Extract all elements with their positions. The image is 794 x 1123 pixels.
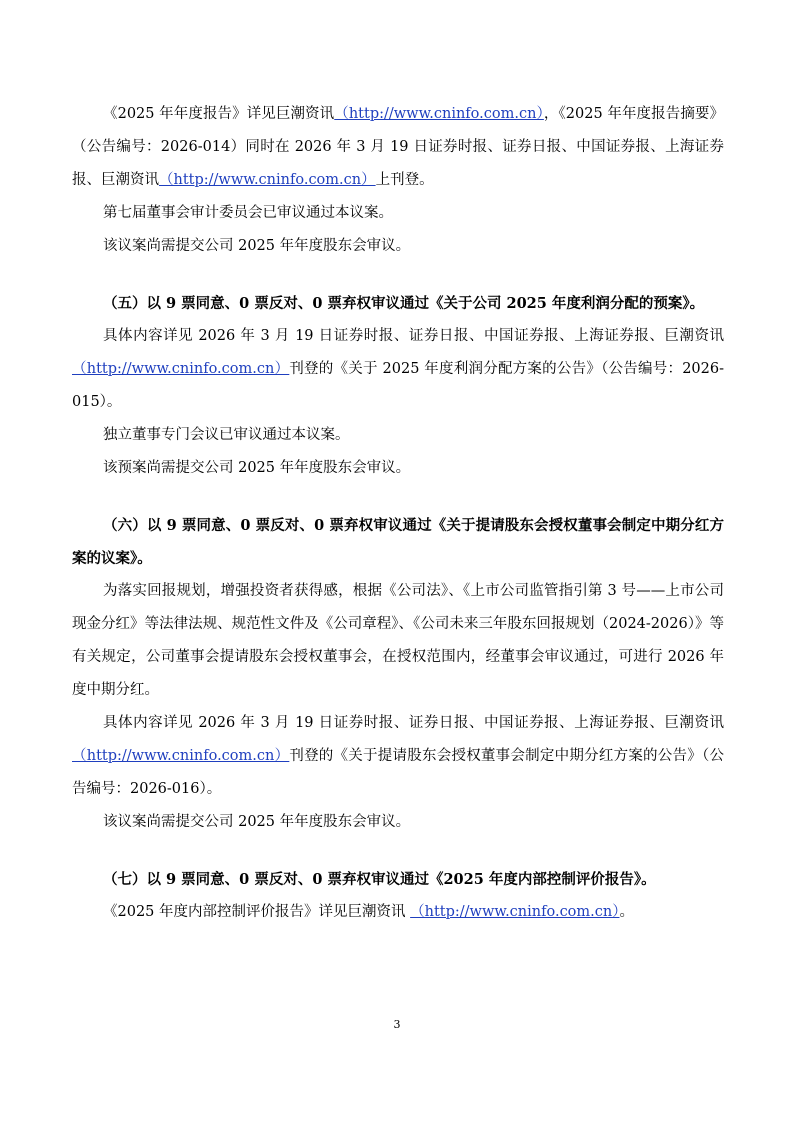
text: ，《2025 年年度报告摘要》（公告编号：2026-014）同时在 2026 年 3 月 19 日证券时报、证券日报、中国证券报、上海证券报、巨潮资讯: [72, 106, 724, 188]
shareholder-approval-paragraph: 该议案尚需提交公司 2025 年年度股东会审议。: [103, 238, 411, 254]
cninfo-link[interactable]: （http://www.cninfo.com.cn）: [410, 904, 620, 920]
shareholder-approval-paragraph: 该议案尚需提交公司 2025 年年度股东会审议。: [103, 814, 411, 830]
document-body: [72, 98, 724, 929]
interim-dividend-paragraph: 为落实回报规划，增强投资者获得感，根据《公司法》、《上市公司监管指引第 3 号——上市公司现金分红》等法律法规、规范性文件及《公司章程》、《公司未来三年股东回报规划（2024-2026）》等有关规定，公司董事会提请股东会授权董事会，在授权范围内，经董事会审议通过，可进行 2026 年度中期分红。: [72, 583, 724, 698]
internal-control-paragraph: [72, 896, 724, 929]
cninfo-link[interactable]: （http://www.cninfo.com.cn）: [334, 106, 544, 122]
text: 。: [619, 904, 634, 920]
text: 《2025 年年度报告》详见巨潮资讯: [103, 106, 335, 122]
section-seven-heading: （七）以 9 票同意、0 票反对、0 票弃权审议通过《2025 年度内部控制评价报告》。: [103, 871, 656, 888]
audit-committee-paragraph: 第七届董事会审计委员会已审议通过本议案。: [103, 205, 393, 221]
text: 刊登的《关于提请股东会授权董事会制定中期分红方案的公告》（公告编号：2026-016）。: [72, 748, 724, 797]
annual-report-paragraph: [72, 98, 724, 197]
text: 上刊登。: [375, 172, 434, 188]
profit-distribution-paragraph: [72, 320, 724, 419]
cninfo-link[interactable]: （http://www.cninfo.com.cn）: [72, 361, 290, 377]
cninfo-link[interactable]: （http://www.cninfo.com.cn）: [72, 748, 290, 764]
independent-directors-paragraph: 独立董事专门会议已审议通过本议案。: [103, 427, 350, 443]
text: 刊登的《关于 2025 年度利润分配方案的公告》（公告编号：2026-015）。: [72, 361, 725, 410]
section-six-heading: （六）以 9 票同意、0 票反对、0 票弃权审议通过《关于提请股东会授权董事会制定中期分红方案的议案》。: [72, 517, 724, 567]
interim-dividend-announcement-paragraph: [72, 707, 724, 806]
text: 具体内容详见 2026 年 3 月 19 日证券时报、证券日报、中国证券报、上海证券报、巨潮资讯: [103, 715, 724, 731]
section-five-heading: （五）以 9 票同意、0 票反对、0 票弃权审议通过《关于公司 2025 年度利润分配的预案》。: [103, 295, 705, 312]
text: 具体内容详见 2026 年 3 月 19 日证券时报、证券日报、中国证券报、上海证券报、巨潮资讯: [103, 328, 724, 344]
text: 《2025 年度内部控制评价报告》详见巨潮资讯: [103, 904, 411, 920]
page-number: 3: [393, 1018, 401, 1031]
cninfo-link[interactable]: （http://www.cninfo.com.cn）: [159, 172, 376, 188]
shareholder-approval-paragraph: 该预案尚需提交公司 2025 年年度股东会审议。: [103, 460, 411, 476]
